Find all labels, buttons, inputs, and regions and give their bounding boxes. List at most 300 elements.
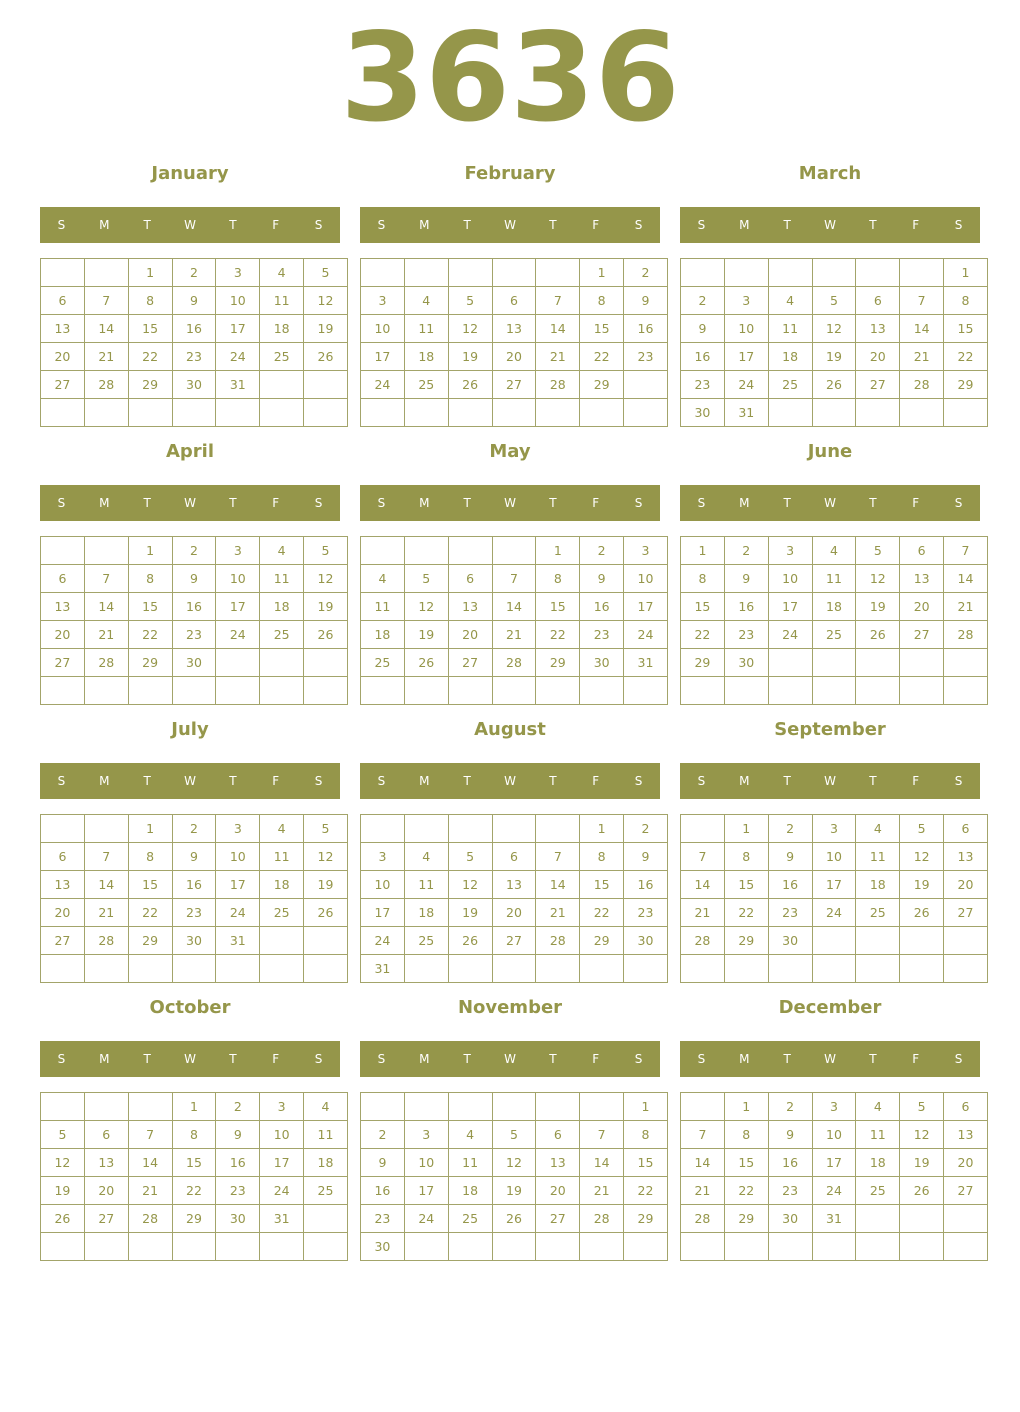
- empty-day-cell: [944, 399, 988, 427]
- empty-day-cell: [304, 677, 348, 705]
- week-row: [361, 871, 668, 899]
- day-cell: 2: [361, 1121, 405, 1149]
- weekday-label: T: [783, 218, 791, 232]
- day-cell: 23: [361, 1205, 405, 1233]
- week-row: [681, 955, 988, 983]
- empty-day-cell: [536, 1233, 580, 1261]
- empty-day-cell: [84, 815, 128, 843]
- week-row: [361, 399, 668, 427]
- day-cell: 11: [856, 1121, 900, 1149]
- day-cell: 16: [172, 871, 216, 899]
- day-cell: 2: [768, 815, 812, 843]
- day-grid: [360, 1092, 668, 1261]
- week-row: [361, 843, 668, 871]
- week-row: [361, 815, 668, 843]
- weekday-label: T: [143, 1052, 151, 1066]
- empty-day-cell: [768, 259, 812, 287]
- month-name: November: [457, 997, 563, 1018]
- month-name: December: [778, 997, 882, 1018]
- day-cell: 25: [260, 343, 304, 371]
- weekday-label: F: [592, 496, 600, 510]
- day-cell: 10: [768, 565, 812, 593]
- week-row: [41, 1121, 348, 1149]
- week-row: [681, 1121, 988, 1149]
- week-row: [681, 871, 988, 899]
- day-cell: 6: [41, 843, 85, 871]
- day-cell: 18: [304, 1149, 348, 1177]
- day-cell: 30: [768, 927, 812, 955]
- day-cell: 18: [448, 1177, 492, 1205]
- empty-day-cell: [768, 955, 812, 983]
- day-cell: 13: [856, 315, 900, 343]
- empty-day-cell: [260, 955, 304, 983]
- day-cell: 20: [448, 621, 492, 649]
- day-cell: 27: [41, 927, 85, 955]
- weekday-label: S: [377, 218, 386, 232]
- day-cell: 5: [448, 287, 492, 315]
- day-cell: 9: [624, 287, 668, 315]
- day-cell: 28: [492, 649, 536, 677]
- empty-day-cell: [41, 1093, 85, 1121]
- empty-day-cell: [361, 815, 405, 843]
- day-cell: 15: [128, 871, 172, 899]
- day-cell: 19: [492, 1177, 536, 1205]
- day-cell: 20: [900, 593, 944, 621]
- empty-day-cell: [172, 677, 216, 705]
- weekday-label: M: [99, 218, 110, 232]
- day-cell: 28: [944, 621, 988, 649]
- day-cell: 8: [128, 565, 172, 593]
- day-cell: 2: [172, 815, 216, 843]
- weekday-header: [40, 763, 340, 799]
- day-grid: [40, 814, 348, 983]
- day-cell: 3: [404, 1121, 448, 1149]
- day-cell: 10: [260, 1121, 304, 1149]
- day-cell: 4: [768, 287, 812, 315]
- day-cell: 27: [492, 371, 536, 399]
- day-cell: 24: [216, 899, 260, 927]
- day-cell: 11: [404, 871, 448, 899]
- day-cell: 5: [41, 1121, 85, 1149]
- weekday-label: W: [824, 1052, 836, 1066]
- empty-day-cell: [944, 955, 988, 983]
- day-cell: 22: [724, 899, 768, 927]
- empty-day-cell: [172, 1233, 216, 1261]
- empty-day-cell: [812, 399, 856, 427]
- weekday-label: W: [184, 496, 196, 510]
- empty-day-cell: [84, 1093, 128, 1121]
- day-cell: 14: [84, 593, 128, 621]
- day-cell: 29: [624, 1205, 668, 1233]
- day-cell: 9: [361, 1149, 405, 1177]
- day-cell: 17: [216, 871, 260, 899]
- empty-day-cell: [492, 537, 536, 565]
- day-cell: 9: [624, 843, 668, 871]
- day-grid: [360, 814, 668, 983]
- day-cell: 24: [812, 899, 856, 927]
- day-cell: 30: [681, 399, 725, 427]
- empty-day-cell: [900, 677, 944, 705]
- day-cell: 31: [624, 649, 668, 677]
- day-cell: 7: [580, 1121, 624, 1149]
- day-cell: 5: [900, 815, 944, 843]
- week-row: [41, 927, 348, 955]
- day-cell: 19: [404, 621, 448, 649]
- empty-day-cell: [900, 259, 944, 287]
- weekday-label: F: [912, 774, 920, 788]
- empty-day-cell: [448, 399, 492, 427]
- empty-day-cell: [216, 677, 260, 705]
- month-july: [40, 712, 340, 982]
- empty-day-cell: [492, 1093, 536, 1121]
- day-cell: 30: [172, 649, 216, 677]
- day-cell: 4: [812, 537, 856, 565]
- day-cell: 20: [944, 1149, 988, 1177]
- day-cell: 5: [856, 537, 900, 565]
- week-row: [681, 593, 988, 621]
- year-title: 3636: [340, 7, 680, 149]
- day-cell: 20: [84, 1177, 128, 1205]
- weekday-header: [680, 1041, 980, 1077]
- day-cell: 23: [681, 371, 725, 399]
- day-cell: 3: [812, 815, 856, 843]
- day-cell: 15: [944, 315, 988, 343]
- empty-day-cell: [84, 955, 128, 983]
- day-cell: 12: [900, 843, 944, 871]
- day-cell: 16: [768, 871, 812, 899]
- day-cell: 9: [768, 1121, 812, 1149]
- day-cell: 6: [856, 287, 900, 315]
- weekday-label: F: [912, 496, 920, 510]
- day-cell: 24: [768, 621, 812, 649]
- weekday-label: W: [824, 218, 836, 232]
- day-cell: 19: [304, 871, 348, 899]
- empty-day-cell: [304, 399, 348, 427]
- day-cell: 16: [172, 315, 216, 343]
- day-cell: 28: [900, 371, 944, 399]
- empty-day-cell: [361, 537, 405, 565]
- empty-day-cell: [128, 1093, 172, 1121]
- day-cell: 15: [536, 593, 580, 621]
- day-cell: 12: [900, 1121, 944, 1149]
- day-cell: 29: [580, 927, 624, 955]
- week-row: [361, 1149, 668, 1177]
- weekday-header: [680, 207, 980, 243]
- day-cell: 11: [856, 843, 900, 871]
- day-cell: 26: [304, 899, 348, 927]
- day-cell: 29: [944, 371, 988, 399]
- day-cell: 8: [724, 843, 768, 871]
- empty-day-cell: [41, 1233, 85, 1261]
- day-cell: 16: [724, 593, 768, 621]
- empty-day-cell: [580, 955, 624, 983]
- week-row: [681, 677, 988, 705]
- day-grid: [40, 536, 348, 705]
- day-cell: 2: [580, 537, 624, 565]
- day-cell: 19: [41, 1177, 85, 1205]
- empty-day-cell: [856, 955, 900, 983]
- day-cell: 26: [448, 927, 492, 955]
- weekday-label: T: [783, 1052, 791, 1066]
- day-cell: 19: [448, 899, 492, 927]
- weekday-label: S: [634, 496, 643, 510]
- day-cell: 27: [448, 649, 492, 677]
- day-cell: 17: [361, 899, 405, 927]
- weekday-label: T: [869, 218, 877, 232]
- day-cell: 20: [41, 621, 85, 649]
- day-cell: 5: [812, 287, 856, 315]
- day-cell: 5: [900, 1093, 944, 1121]
- day-cell: 2: [216, 1093, 260, 1121]
- day-cell: 17: [624, 593, 668, 621]
- empty-day-cell: [812, 677, 856, 705]
- month-august: [360, 712, 660, 982]
- day-cell: 29: [580, 371, 624, 399]
- day-cell: 30: [580, 649, 624, 677]
- weekday-label: S: [954, 218, 963, 232]
- day-cell: 13: [41, 593, 85, 621]
- empty-day-cell: [944, 677, 988, 705]
- month-name: July: [171, 719, 209, 740]
- day-cell: 17: [768, 593, 812, 621]
- week-row: [41, 1093, 348, 1121]
- day-cell: 8: [724, 1121, 768, 1149]
- week-row: [41, 399, 348, 427]
- day-cell: 25: [260, 621, 304, 649]
- week-row: [681, 315, 988, 343]
- day-cell: 26: [900, 1177, 944, 1205]
- day-cell: 23: [624, 343, 668, 371]
- day-cell: 23: [580, 621, 624, 649]
- day-cell: 29: [724, 927, 768, 955]
- day-cell: 7: [84, 565, 128, 593]
- day-cell: 26: [492, 1205, 536, 1233]
- day-cell: 30: [624, 927, 668, 955]
- weekday-label: M: [739, 774, 750, 788]
- day-cell: 22: [128, 899, 172, 927]
- day-cell: 1: [128, 259, 172, 287]
- week-row: [361, 371, 668, 399]
- weekday-label: T: [229, 218, 237, 232]
- day-cell: 10: [812, 843, 856, 871]
- empty-day-cell: [128, 955, 172, 983]
- week-row: [41, 677, 348, 705]
- month-name: March: [798, 163, 862, 184]
- empty-day-cell: [448, 259, 492, 287]
- week-row: [41, 871, 348, 899]
- weekday-label: W: [504, 218, 516, 232]
- day-cell: 5: [304, 815, 348, 843]
- day-cell: 19: [856, 593, 900, 621]
- day-cell: 30: [172, 371, 216, 399]
- day-cell: 21: [536, 343, 580, 371]
- weekday-label: S: [954, 496, 963, 510]
- day-cell: 23: [172, 621, 216, 649]
- day-cell: 20: [41, 899, 85, 927]
- empty-day-cell: [580, 1233, 624, 1261]
- day-cell: 10: [216, 565, 260, 593]
- day-cell: 22: [128, 621, 172, 649]
- day-cell: 10: [724, 315, 768, 343]
- day-cell: 21: [84, 621, 128, 649]
- day-cell: 20: [492, 343, 536, 371]
- weekday-label: F: [272, 774, 280, 788]
- week-row: [41, 371, 348, 399]
- weekday-label: S: [377, 774, 386, 788]
- day-cell: 26: [448, 371, 492, 399]
- week-row: [361, 1233, 668, 1261]
- weekday-label: W: [504, 1052, 516, 1066]
- week-row: [681, 371, 988, 399]
- day-cell: 1: [681, 537, 725, 565]
- weekday-label: T: [229, 1052, 237, 1066]
- day-cell: 31: [724, 399, 768, 427]
- week-row: [361, 259, 668, 287]
- weekday-label: S: [314, 774, 323, 788]
- empty-day-cell: [361, 677, 405, 705]
- weekday-label: M: [419, 218, 430, 232]
- day-cell: 13: [492, 871, 536, 899]
- day-cell: 15: [624, 1149, 668, 1177]
- week-row: [681, 899, 988, 927]
- empty-day-cell: [448, 815, 492, 843]
- weekday-label: T: [549, 774, 557, 788]
- day-cell: 6: [536, 1121, 580, 1149]
- day-cell: 20: [944, 871, 988, 899]
- empty-day-cell: [361, 399, 405, 427]
- day-cell: 7: [84, 843, 128, 871]
- day-cell: 26: [404, 649, 448, 677]
- empty-day-cell: [41, 399, 85, 427]
- day-cell: 12: [448, 871, 492, 899]
- day-cell: 2: [172, 259, 216, 287]
- day-cell: 4: [260, 537, 304, 565]
- weekday-label: F: [592, 218, 600, 232]
- weekday-label: F: [272, 1052, 280, 1066]
- day-cell: 23: [172, 343, 216, 371]
- day-cell: 20: [536, 1177, 580, 1205]
- empty-day-cell: [260, 1233, 304, 1261]
- weekday-label: T: [143, 774, 151, 788]
- day-cell: 12: [812, 315, 856, 343]
- day-cell: 28: [681, 1205, 725, 1233]
- day-cell: 7: [681, 1121, 725, 1149]
- empty-day-cell: [404, 537, 448, 565]
- day-cell: 16: [172, 593, 216, 621]
- day-cell: 9: [768, 843, 812, 871]
- day-cell: 10: [624, 565, 668, 593]
- day-cell: 13: [84, 1149, 128, 1177]
- day-cell: 6: [41, 287, 85, 315]
- day-cell: 8: [944, 287, 988, 315]
- day-cell: 6: [900, 537, 944, 565]
- empty-day-cell: [492, 677, 536, 705]
- day-cell: 17: [216, 315, 260, 343]
- weekday-header: [360, 207, 660, 243]
- week-row: [41, 899, 348, 927]
- day-cell: 1: [724, 1093, 768, 1121]
- month-name: January: [151, 163, 229, 184]
- weekday-label: S: [377, 496, 386, 510]
- weekday-label: F: [272, 218, 280, 232]
- week-row: [361, 343, 668, 371]
- day-cell: 25: [260, 899, 304, 927]
- week-row: [361, 315, 668, 343]
- weekday-label: T: [783, 496, 791, 510]
- month-november: [360, 990, 660, 1260]
- weekday-label: T: [869, 496, 877, 510]
- weekday-label: M: [739, 218, 750, 232]
- day-cell: 28: [84, 649, 128, 677]
- day-grid: [680, 258, 988, 427]
- day-cell: 12: [41, 1149, 85, 1177]
- day-cell: 7: [84, 287, 128, 315]
- day-cell: 3: [812, 1093, 856, 1121]
- day-cell: 28: [681, 927, 725, 955]
- day-cell: 24: [404, 1205, 448, 1233]
- empty-day-cell: [404, 399, 448, 427]
- day-cell: 14: [681, 871, 725, 899]
- month-name: September: [774, 719, 886, 740]
- empty-day-cell: [448, 1233, 492, 1261]
- empty-day-cell: [492, 399, 536, 427]
- empty-day-cell: [84, 537, 128, 565]
- weekday-label: T: [549, 218, 557, 232]
- day-cell: 17: [216, 593, 260, 621]
- weekday-label: T: [549, 1052, 557, 1066]
- empty-day-cell: [681, 815, 725, 843]
- empty-day-cell: [900, 927, 944, 955]
- weekday-label: T: [463, 1052, 471, 1066]
- day-cell: 31: [260, 1205, 304, 1233]
- day-cell: 14: [128, 1149, 172, 1177]
- day-cell: 16: [361, 1177, 405, 1205]
- day-cell: 7: [900, 287, 944, 315]
- day-cell: 17: [404, 1177, 448, 1205]
- day-cell: 25: [361, 649, 405, 677]
- day-cell: 21: [492, 621, 536, 649]
- day-cell: 17: [260, 1149, 304, 1177]
- day-cell: 4: [304, 1093, 348, 1121]
- day-grid: [680, 814, 988, 983]
- empty-day-cell: [812, 927, 856, 955]
- day-cell: 26: [900, 899, 944, 927]
- empty-day-cell: [856, 399, 900, 427]
- weekday-label: W: [504, 774, 516, 788]
- weekday-label: W: [824, 496, 836, 510]
- empty-day-cell: [128, 399, 172, 427]
- day-cell: 14: [536, 315, 580, 343]
- day-cell: 24: [216, 343, 260, 371]
- month-may: [360, 434, 660, 704]
- day-cell: 22: [624, 1177, 668, 1205]
- empty-day-cell: [404, 815, 448, 843]
- week-row: [681, 843, 988, 871]
- week-row: [681, 1205, 988, 1233]
- empty-day-cell: [624, 399, 668, 427]
- weekday-label: F: [912, 1052, 920, 1066]
- weekday-label: T: [869, 774, 877, 788]
- day-cell: 8: [128, 287, 172, 315]
- weekday-label: S: [954, 774, 963, 788]
- day-cell: 25: [304, 1177, 348, 1205]
- empty-day-cell: [260, 399, 304, 427]
- day-cell: 28: [536, 927, 580, 955]
- day-cell: 10: [404, 1149, 448, 1177]
- day-cell: 21: [84, 343, 128, 371]
- empty-day-cell: [128, 1233, 172, 1261]
- week-row: [681, 565, 988, 593]
